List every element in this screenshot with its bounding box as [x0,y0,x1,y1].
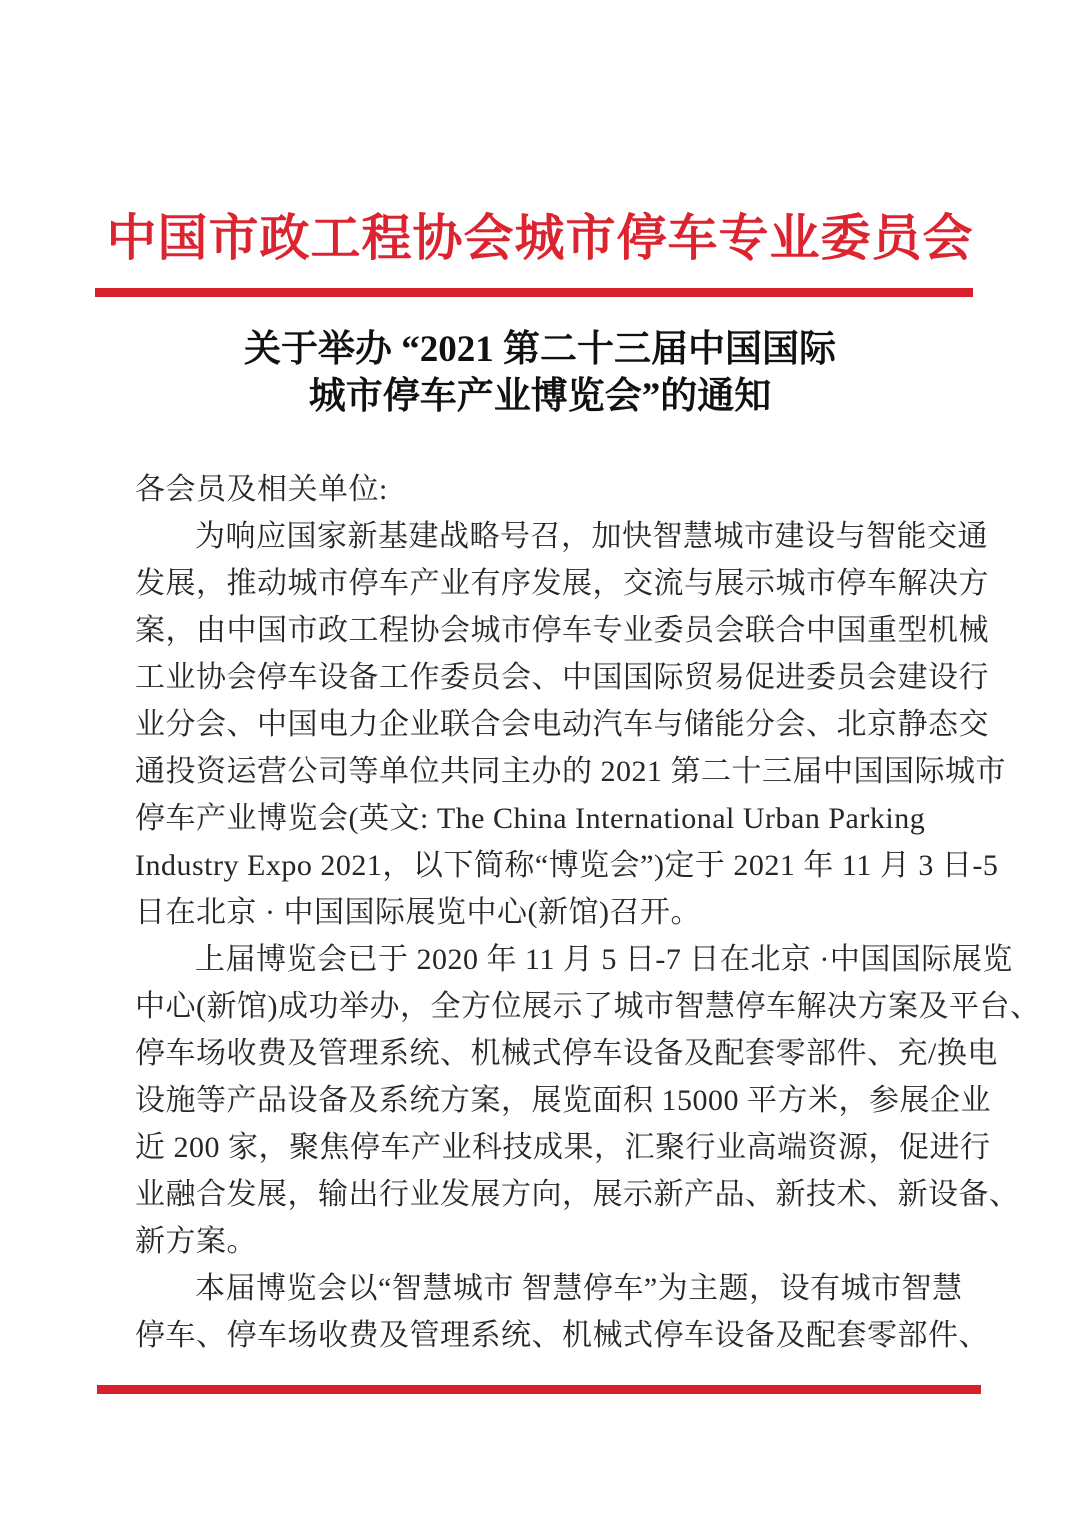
body-line: 日在北京 · 中国国际展览中心(新馆)召开。 [135,896,701,929]
document-body [135,466,1041,1359]
body-line: 停车、停车场收费及管理系统、机械式停车设备及配套零部件、 [135,1319,989,1352]
body-line: 上届博览会已于 2020 年 11 月 5 日-7 日在北京 ·中国国际展览 [195,943,1013,976]
body-line: 本届博览会以“智慧城市 智慧停车”为主题，设有城市智慧 [195,1272,963,1305]
body-line: 案，由中国市政工程协会城市停车专业委员会联合中国重型机械 [135,614,989,647]
notice-title-line-2: 城市停车产业博览会”的通知 [308,376,772,417]
letterhead-rule [95,288,973,297]
body-line: 为响应国家新基建战略号召，加快智慧城市建设与智能交通 [195,520,988,553]
body-line: 设施等产品设备及系统方案，展览面积 15000 平方米，参展企业 [135,1084,991,1117]
body-line: 通投资运营公司等单位共同主办的 2021 第二十三届中国国际城市 [135,755,1006,788]
letterhead-title: 中国市政工程协会城市停车专业委员会 [106,210,974,266]
salutation: 各会员及相关单位: [135,473,388,506]
body-line: 发展，推动城市停车产业有序发展，交流与展示城市停车解决方 [135,567,989,600]
body-line: 业融合发展，输出行业发展方向，展示新产品、新技术、新设备、 [135,1178,1020,1211]
body-line: 停车场收费及管理系统、机械式停车设备及配套零部件、充/换电 [135,1037,998,1070]
footer-rule [97,1385,981,1394]
body-line: 工业协会停车设备工作委员会、中国国际贸易促进委员会建设行 [135,661,989,694]
body-line: 近 200 家，聚焦停车产业科技成果，汇聚行业高端资源，促进行 [135,1131,991,1164]
body-line: 业分会、中国电力企业联合会电动汽车与储能分会、北京静态交 [135,708,989,741]
notice-title-line-1: 关于举办 “2021 第二十三届中国国际 [244,329,836,370]
body-line: 中心(新馆)成功举办，全方位展示了城市智慧停车解决方案及平台、 [135,990,1041,1023]
notice-title [0,326,1080,420]
body-line: 停车产业博览会(英文: The China International Urban Parking [135,802,926,835]
body-line: Industry Expo 2021，以下简称“博览会”)定于 2021 年 11 月 3 日-5 [135,849,999,882]
body-line: 新方案。 [135,1225,257,1258]
